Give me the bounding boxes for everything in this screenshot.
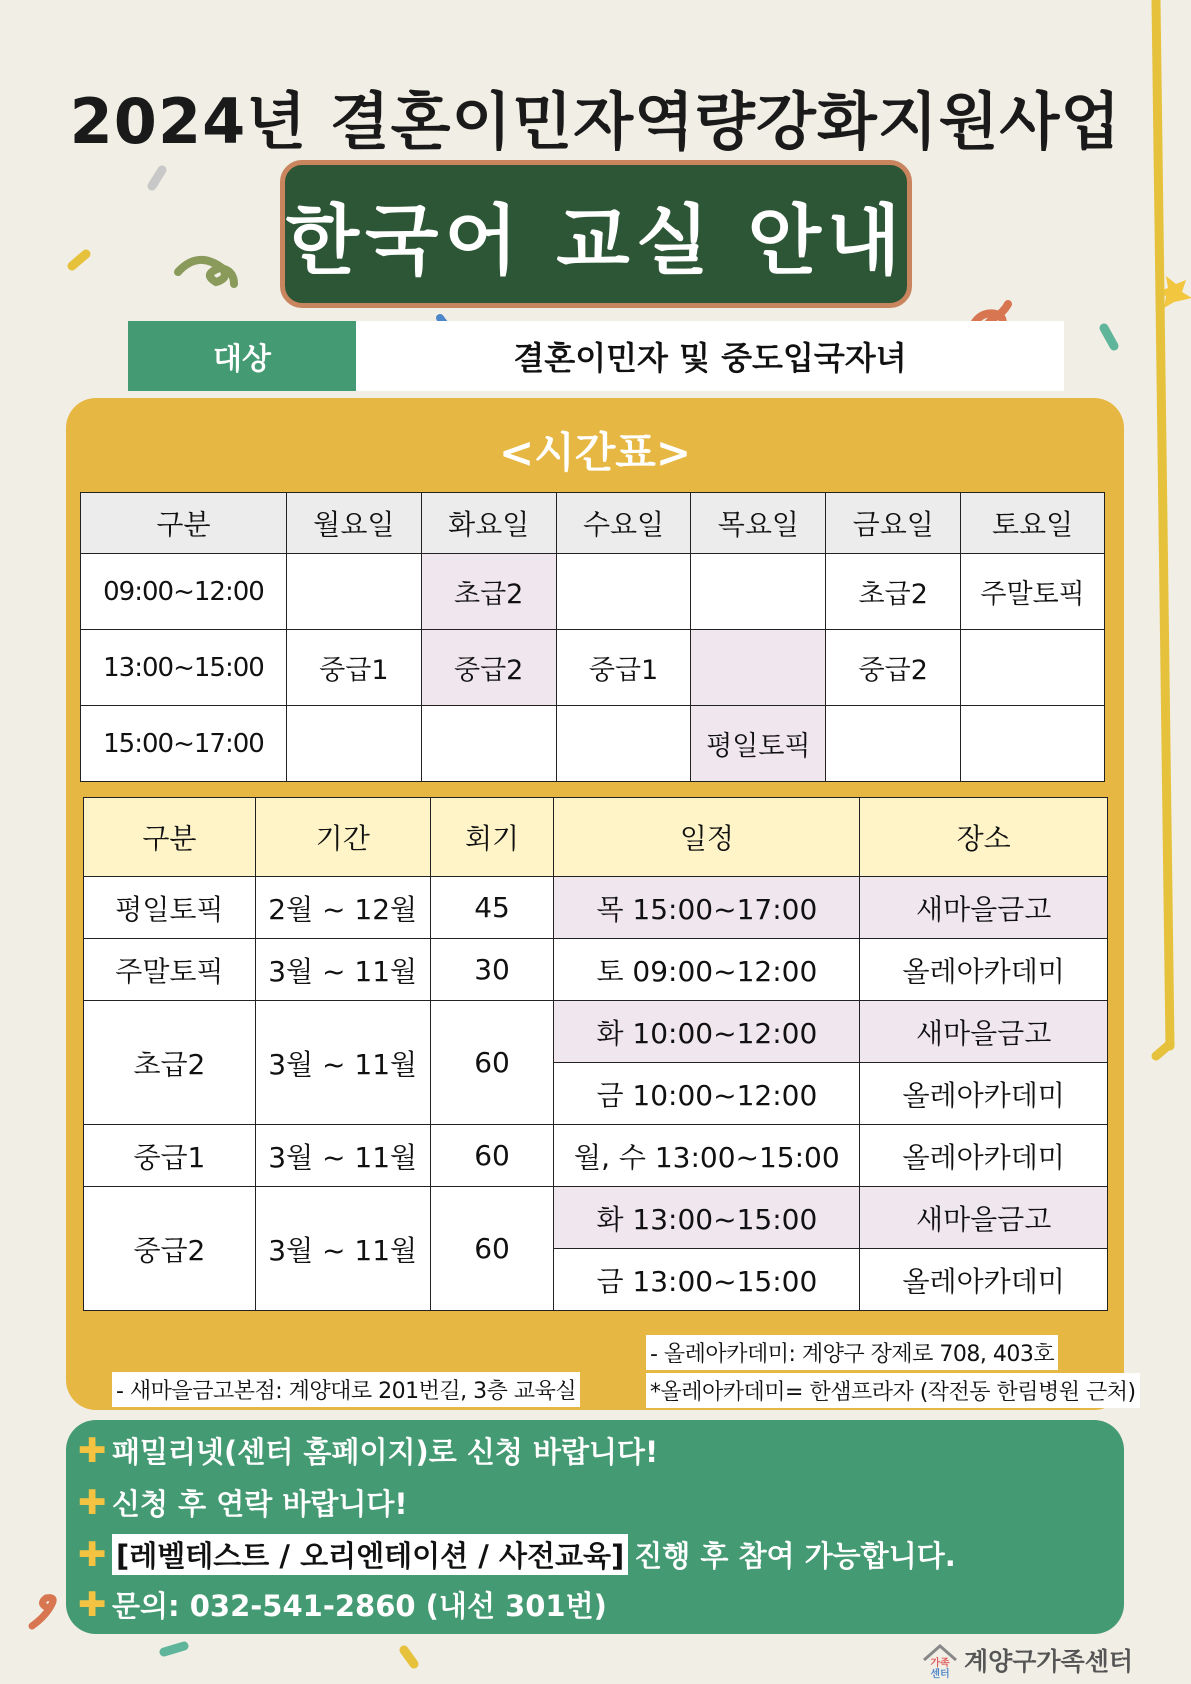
timetable-header: 구분 xyxy=(81,493,287,554)
details-row xyxy=(84,1125,1108,1187)
course-period: 3월 ~ 11월 xyxy=(255,1187,430,1311)
class-cell: 초급2 xyxy=(421,554,556,630)
course-place: 새마을금고 xyxy=(860,1187,1108,1249)
class-cell xyxy=(691,630,826,706)
course-schedule: 금 13:00~15:00 xyxy=(554,1249,860,1311)
details-header-row xyxy=(84,798,1108,877)
time-slot: 15:00~17:00 xyxy=(81,706,287,782)
course-sessions: 30 xyxy=(430,939,554,1001)
course-name: 평일토픽 xyxy=(84,877,256,939)
details-header: 회기 xyxy=(430,798,554,877)
info-line-inquiry xyxy=(78,1584,607,1625)
class-cell xyxy=(286,554,421,630)
timetable-title: <시간표> xyxy=(498,428,692,477)
details-row xyxy=(84,1001,1108,1063)
info-text: 진행 후 참여 가능합니다. xyxy=(634,1539,956,1573)
class-cell: 중급2 xyxy=(421,630,556,706)
course-schedule: 월, 수 13:00~15:00 xyxy=(554,1125,860,1187)
info-line-prerequisite xyxy=(78,1534,956,1575)
details-header: 일정 xyxy=(554,798,860,877)
details-row xyxy=(84,1187,1108,1249)
details-row xyxy=(84,877,1108,939)
info-line-apply xyxy=(78,1430,658,1471)
timetable-row xyxy=(81,630,1105,706)
target-value: 결혼이민자 및 중도입국자녀 xyxy=(356,321,1064,391)
course-place: 올레아카데미 xyxy=(860,1125,1108,1187)
logo-mark-bottom: 센터 xyxy=(930,1669,950,1680)
timetable-header: 화요일 xyxy=(421,493,556,554)
timetable-header: 금요일 xyxy=(826,493,961,554)
logo-mark-top: 가족 xyxy=(930,1658,950,1669)
weekly-timetable xyxy=(80,492,1105,782)
timetable-header-row xyxy=(81,493,1105,554)
course-schedule: 토 09:00~12:00 xyxy=(554,939,860,1001)
info-text: 문의: 032-541-2860 (내선 301번) xyxy=(112,1589,607,1623)
timetable-row xyxy=(81,554,1105,630)
chalkboard-title: 한국어 교실 안내 xyxy=(280,160,912,308)
course-sessions: 60 xyxy=(430,1001,554,1125)
details-header: 구분 xyxy=(84,798,256,877)
course-period: 2월 ~ 12월 xyxy=(255,877,430,939)
course-place: 새마을금고 xyxy=(860,1001,1108,1063)
center-logo xyxy=(920,1640,1133,1680)
info-text-boxed: [레벨테스트 / 오리엔테이션 / 사전교육] xyxy=(112,1534,628,1575)
timetable-row xyxy=(81,706,1105,782)
house-logo-icon xyxy=(920,1640,960,1680)
class-cell: 중급2 xyxy=(826,630,961,706)
class-cell xyxy=(826,706,961,782)
details-header: 장소 xyxy=(860,798,1108,877)
course-sessions: 60 xyxy=(430,1187,554,1311)
course-schedule: 화 10:00~12:00 xyxy=(554,1001,860,1063)
course-name: 주말토픽 xyxy=(84,939,256,1001)
course-name: 중급2 xyxy=(84,1187,256,1311)
timetable-header: 목요일 xyxy=(691,493,826,554)
class-cell: 주말토픽 xyxy=(961,554,1105,630)
class-cell xyxy=(556,706,691,782)
course-sessions: 45 xyxy=(430,877,554,939)
saemaul-address-note: - 새마을금고본점: 계양대로 201번길, 3층 교육실 xyxy=(112,1372,580,1407)
plus-icon: ✚ xyxy=(78,1584,107,1625)
olle-location-note: *올레아카데미= 한샘프라자 (작전동 한림병원 근처) xyxy=(646,1373,1140,1408)
course-name: 중급1 xyxy=(84,1125,256,1187)
class-cell xyxy=(961,630,1105,706)
timetable-header: 수요일 xyxy=(556,493,691,554)
main-title: 2024년 결혼이민자역량강화지원사업 xyxy=(69,85,1122,158)
logo-text: 계양구가족센터 xyxy=(963,1647,1133,1676)
class-cell xyxy=(286,706,421,782)
class-cell xyxy=(961,706,1105,782)
info-line-contact xyxy=(78,1482,408,1523)
course-schedule: 금 10:00~12:00 xyxy=(554,1063,860,1125)
timetable-header: 월요일 xyxy=(286,493,421,554)
course-place: 올레아카데미 xyxy=(860,1063,1108,1125)
class-cell xyxy=(421,706,556,782)
class-cell: 초급2 xyxy=(826,554,961,630)
details-header: 기간 xyxy=(255,798,430,877)
class-cell: 중급1 xyxy=(556,630,691,706)
course-period: 3월 ~ 11월 xyxy=(255,1001,430,1125)
course-period: 3월 ~ 11월 xyxy=(255,939,430,1001)
info-text: 신청 후 연락 바랍니다! xyxy=(112,1487,408,1521)
target-label: 대상 xyxy=(128,321,356,391)
course-schedule: 목 15:00~17:00 xyxy=(554,877,860,939)
class-cell xyxy=(691,554,826,630)
olle-address-note: - 올레아카데미: 계양구 장제로 708, 403호 xyxy=(646,1335,1058,1370)
timetable-header: 토요일 xyxy=(961,493,1105,554)
course-details-table xyxy=(83,797,1108,1311)
class-cell: 중급1 xyxy=(286,630,421,706)
course-place: 올레아카데미 xyxy=(860,939,1108,1001)
class-cell xyxy=(556,554,691,630)
course-place: 새마을금고 xyxy=(860,877,1108,939)
plus-icon: ✚ xyxy=(78,1482,107,1523)
course-sessions: 60 xyxy=(430,1125,554,1187)
time-slot: 13:00~15:00 xyxy=(81,630,287,706)
course-schedule: 화 13:00~15:00 xyxy=(554,1187,860,1249)
course-place: 올레아카데미 xyxy=(860,1249,1108,1311)
course-period: 3월 ~ 11월 xyxy=(255,1125,430,1187)
details-row xyxy=(84,939,1108,1001)
info-text: 패밀리넷(센터 홈페이지)로 신청 바랍니다! xyxy=(112,1435,659,1469)
time-slot: 09:00~12:00 xyxy=(81,554,287,630)
plus-icon: ✚ xyxy=(78,1534,107,1575)
course-name: 초급2 xyxy=(84,1001,256,1125)
class-cell: 평일토픽 xyxy=(691,706,826,782)
plus-icon: ✚ xyxy=(78,1430,107,1471)
